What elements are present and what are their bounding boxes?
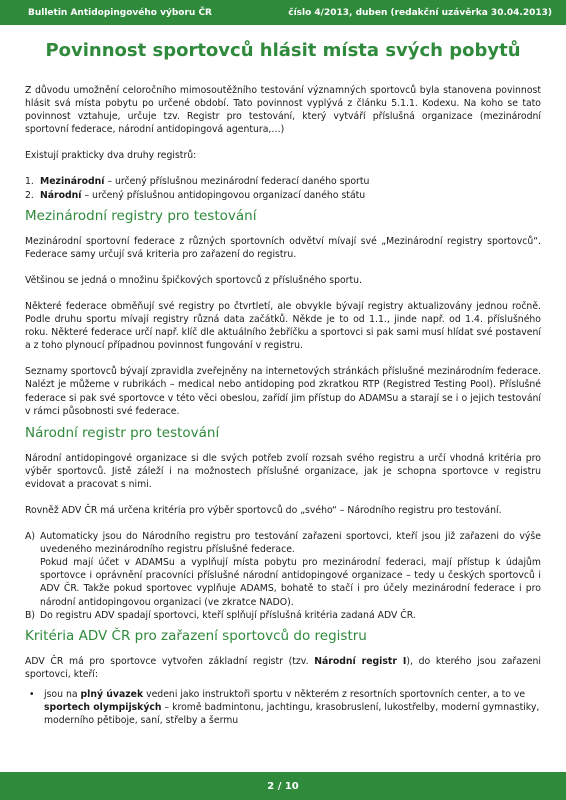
list-item: 2. Národní – určený příslušnou antidopingovou organizací daného státu <box>25 189 366 201</box>
criteria-list <box>25 688 541 727</box>
paragraph: Mezinárodní sportovní federace z různých sportovních odvětví mívají své „Mezinárodní registry sportovců“. Federace samy určují svá kriteria pro zařazení do registru. <box>25 235 541 260</box>
intro-paragraph: Z důvodu umožnění celoročního mimosoutěžního testování významných sportovců byla stanovena povinnost hlásit svá místa pobytu po určené období. Tato povinnost vyplývá z článku 5.1.1. Kodexu. Na koho se tato povinnost vztahuje, určuje tzv. Registr pro testování, který vytváří příslušná organizace (mezinárodní sportovní federace, národní antidopingová agentura,…) <box>25 85 541 136</box>
section-heading-international: Mezinárodní registry pro testování <box>25 207 257 224</box>
paragraph: Národní antidopingové organizace si dle svých potřeb zvolí rozsah svého registru a určí vhodná kritéria pro výběr sportovců. Jistě záleží i na možnostech příslušné organizace, jak je schopna sportovce v registru evidovat a pracovat s nimi. <box>25 452 541 490</box>
list-item: • jsou na plný úvazek vedeni jako instruktoři sportu v některém z resortních sportovních center, a to ve sportech olympijských – kromě badmintonu, jachtingu, krasobruslení, lukostřelby, moderní gymnastiky, moderního pětiboje, saní, střelby a šermu <box>25 688 541 727</box>
paragraph: Seznamy sportovců bývají zpravidla zveřejněny na internetových stránkách příslušné mezinárodním federace. Nalézt je můžeme v rubrikách – medical nebo antidoping pod zkratkou RTP (Registred Testing Pool). Příslušné federace si pak své sportovce v této věci obeslou, zařídí jim přístup do ADAMSu a starají se i o jejich testování v rámci působnosti své federace. <box>25 366 541 417</box>
registry-type-name: Národní <box>40 189 82 201</box>
registry-type-name: Mezinárodní <box>40 176 105 188</box>
list-item: B) Do registru ADV spadají sportovci, kteří splňují příslušná kritéria zadaná ADV ČR. <box>25 609 416 621</box>
registry-types-list <box>25 175 541 201</box>
page-header <box>0 0 566 25</box>
article-body <box>25 84 541 727</box>
page-title: Povinnost sportovců hlásit místa svých pobytů <box>45 40 521 61</box>
paragraph: ADV ČR má pro sportovce vytvořen základní registr (tzv. Národní registr I), do kterého jsou zařazeni sportovci, kteří: <box>25 655 541 680</box>
header-bulletin-name: Bulletin Antidopingového výboru ČR <box>28 7 212 18</box>
page-number: 2 / 10 <box>267 780 299 792</box>
paragraph: Většinou se jedná o množinu špičkových sportovců z příslušného sportu. <box>25 274 362 286</box>
registry-intro: Existují prakticky dva druhy registrů: <box>25 150 197 162</box>
list-item: 1. Mezinárodní – určený příslušnou mezinárodní federací daného sportu <box>25 176 370 188</box>
paragraph: Rovněž ADV ČR má určena kritéria pro výběr sportovců do „svého“ – Národního registru pro testování. <box>25 504 502 516</box>
section-heading-criteria: Kritéria ADV ČR pro zařazení sportovců do registru <box>25 627 367 644</box>
section-heading-national: Národní registr pro testování <box>25 424 220 441</box>
paragraph: Některé federace obměňují své registry po čtvrtletí, ale obvykle bývají registry aktualizovány jednou ročně. Podle druhu sportu mívají registry různá data začátků. Někde je to od 1.1., jinde např. od 1.4. příslušného roku. Některé federace určí např. klíč dle aktuálního žebříčku a sportovci si pak sami musí hlídat své postavení a z toho plynoucí případnou povinnost fungování v registru. <box>25 300 541 352</box>
page-footer <box>0 772 566 800</box>
bullet-icon: • <box>29 688 35 700</box>
header-issue-info: číslo 4/2013, duben (redakční uzávěrka 30.04.2013) <box>288 7 552 18</box>
national-registry-list <box>25 530 541 622</box>
list-item: A) Automaticky jsou do Národního registru pro testování zařazeni sportovci, kteří jsou již zařazeni do výše uvedeného mezinárodního registru příslušné federace. Pokud mají účet v ADAMSu a vyplňují místa pobytu pro mezinárodní federaci, mají přístup k údajům sportovce i oprávnění pracovníci příslušné národní antidopingové organizace – tedy u českých sportovců i ADV ČR. Takže pokud sportovec vyplňuje ADAMS, bohatě to stačí i pro účely mezinárodní federace i pro národní antidopingovou organizaci (ve zkratce NADO). <box>25 531 541 608</box>
